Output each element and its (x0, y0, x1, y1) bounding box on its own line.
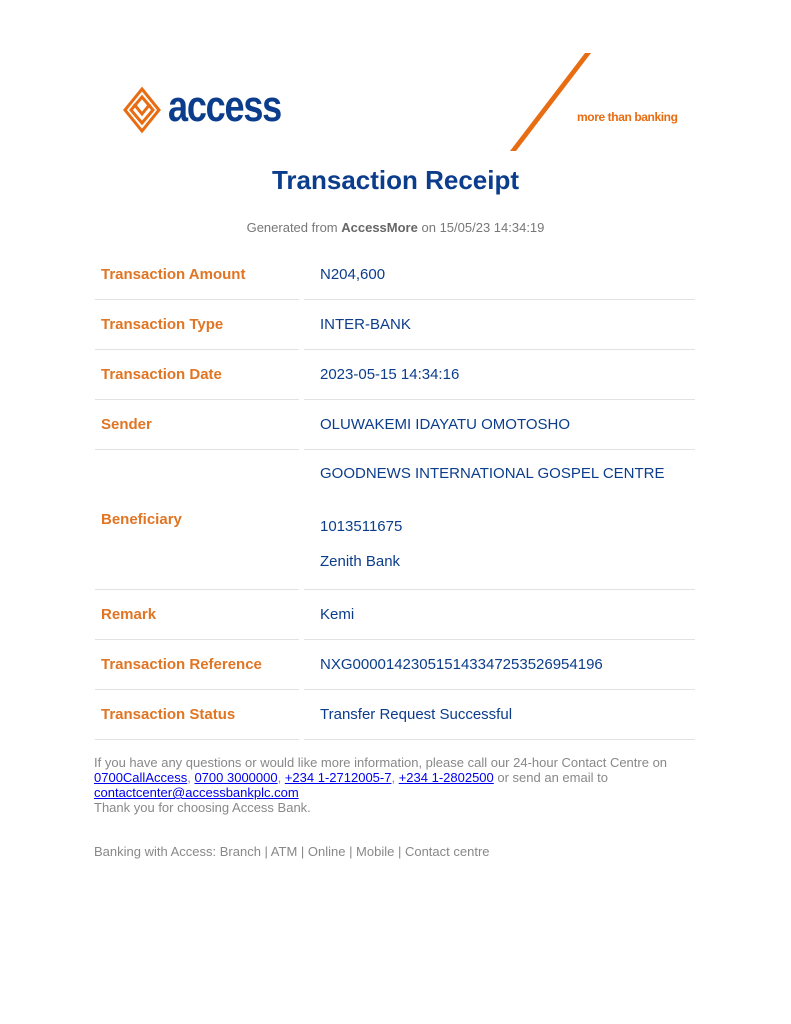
row-label: Transaction Reference (95, 640, 299, 690)
row-value: N204,600 (304, 250, 695, 300)
row-transaction-type (95, 300, 695, 350)
footer-intro: If you have any questions or would like more information, please call our 24-hour Contact Centre on (94, 755, 668, 770)
contact-footer: If you have any questions or would like more information, please call our 24-hour Contact Centre on 0700CallAccess, 0700 3000000, +234 1-2712005-7, +234 1-2802500 or send an email to contactcenter@accessbankplc.com Thank you for choosing Access Bank. (94, 755, 668, 815)
beneficiary-name: GOODNEWS INTERNATIONAL GOSPEL CENTRE (320, 465, 665, 482)
banking-channels: Banking with Access: Branch | ATM | Online | Mobile | Contact centre (94, 844, 490, 859)
row-sender (95, 400, 695, 450)
footer-email-prefix: or send an email to (497, 770, 608, 785)
phone-link-callaccess[interactable]: 0700CallAccess (94, 770, 188, 785)
row-value: OLUWAKEMI IDAYATU OMOTOSHO (304, 400, 695, 450)
access-logo-text: access (168, 82, 282, 131)
receipt-header (0, 0, 791, 160)
row-label: Transaction Date (95, 350, 299, 400)
beneficiary-account: 1013511675 (320, 518, 403, 535)
row-value: NXG000014230515143347253526954196 (304, 640, 695, 690)
row-value: INTER-BANK (304, 300, 695, 350)
page-title: Transaction Receipt (271, 165, 520, 195)
row-remark (95, 590, 695, 640)
generated-prefix: Generated from (246, 220, 338, 235)
row-value: Kemi (304, 590, 695, 640)
phone-link-2712005[interactable]: +234 1-2712005-7 (284, 770, 392, 785)
row-label: Sender (95, 400, 299, 450)
row-label: Remark (95, 590, 299, 640)
beneficiary-bank: Zenith Bank (320, 553, 401, 570)
row-label: Beneficiary (95, 450, 299, 590)
beneficiary-details (304, 450, 695, 590)
row-label: Transaction Type (95, 300, 299, 350)
receipt-table (95, 250, 695, 740)
row-value: Transfer Request Successful (304, 690, 695, 740)
footer-thanks: Thank you for choosing Access Bank. (94, 800, 311, 815)
row-transaction-date (95, 350, 695, 400)
email-link[interactable]: contactcenter@accessbankplc.com (94, 785, 299, 800)
row-transaction-status (95, 690, 695, 740)
generated-middle: on (421, 220, 436, 235)
row-label: Transaction Amount (95, 250, 299, 300)
access-diamond-logo-icon (122, 86, 162, 134)
row-value: 2023-05-15 14:34:16 (304, 350, 695, 400)
brand-slash-graphic (505, 50, 595, 155)
generated-datetime: 15/05/23 14:34:19 (439, 220, 545, 235)
row-beneficiary (95, 450, 695, 590)
generated-info (0, 220, 791, 235)
row-transaction-amount (95, 250, 695, 300)
row-transaction-reference (95, 640, 695, 690)
phone-link-2802500[interactable]: +234 1-2802500 (398, 770, 494, 785)
generated-app: AccessMore (341, 220, 418, 235)
phone-link-0700[interactable]: 0700 3000000 (194, 770, 278, 785)
brand-tagline: more than banking (577, 110, 678, 124)
row-label: Transaction Status (95, 690, 299, 740)
